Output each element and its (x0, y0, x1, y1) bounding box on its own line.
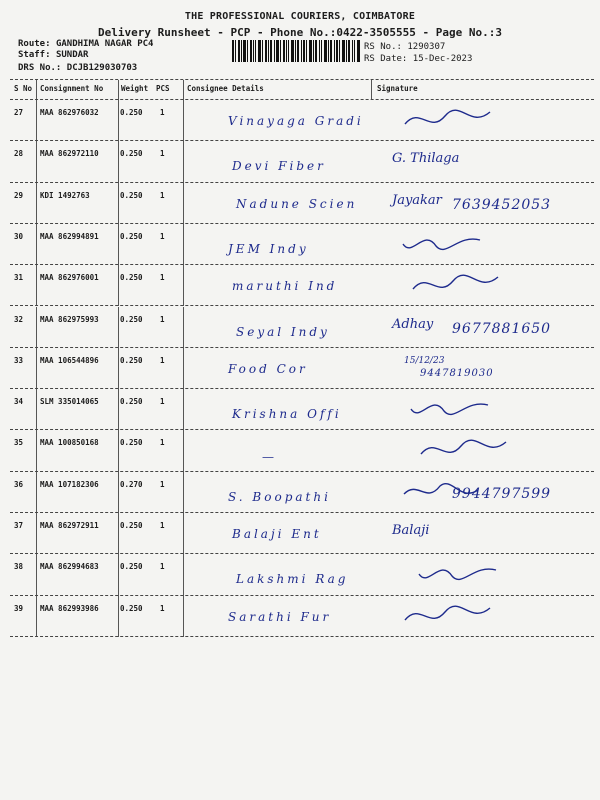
column-divider (118, 307, 119, 348)
column-divider (183, 141, 184, 182)
handwritten-consignee: maruthi Ind (232, 279, 338, 294)
handwritten-consignee: S. Boopathi (228, 489, 331, 504)
column-divider (36, 472, 37, 513)
cell-sno: 27 (14, 108, 24, 117)
column-divider (118, 554, 119, 595)
cell-weight: 0.250 (120, 521, 143, 530)
cell-consignment: MAA 106544896 (40, 355, 99, 365)
column-divider (118, 141, 119, 182)
cell-consignment: MAA 862972911 (40, 521, 99, 530)
column-divider (183, 472, 184, 513)
cell-sno: 35 (14, 438, 24, 448)
table-row (0, 100, 600, 141)
rs-no-value: 1290307 (407, 42, 446, 52)
column-divider (183, 554, 184, 595)
handwritten-consignee: Nadune Scien (236, 196, 358, 211)
route-label: Route: (18, 39, 51, 49)
column-divider (183, 430, 184, 471)
handwritten-consignee: Lakshmi Rag (236, 572, 349, 587)
cell-weight: 0.250 (120, 231, 143, 241)
cell-weight: 0.250 (120, 438, 143, 448)
cell-consignment: MAA 862994891 (40, 231, 99, 241)
column-divider (118, 224, 119, 265)
handwritten-consignee: JEM Indy (228, 241, 309, 256)
header-signature: Signature (377, 84, 418, 93)
table-top-rule (10, 79, 594, 80)
cell-sno: 38 (14, 562, 24, 572)
cell-pcs: 1 (160, 355, 165, 365)
route-value: GANDHIMA NAGAR PC4 (55, 39, 154, 49)
column-divider (183, 307, 184, 348)
header-weight: Weight (121, 84, 149, 93)
handwritten-signature: G. Thilaga (392, 151, 460, 167)
signature-scribble (416, 434, 511, 468)
cell-pcs: 1 (160, 314, 165, 324)
handwritten-consignee: Seyal Indy (236, 324, 330, 339)
header-pcs: PCS (156, 84, 170, 93)
column-divider (36, 224, 37, 265)
handwritten-consignee: Sarathi Fur (228, 609, 332, 624)
column-divider (183, 389, 184, 430)
column-divider (371, 80, 372, 100)
staff-label: Staff: (18, 50, 51, 60)
cell-consignment: MAA 862993986 (40, 603, 99, 613)
cell-consignment: SLM 335014065 (40, 397, 99, 407)
handwritten-consignee: Krishna Offi (232, 407, 342, 422)
route-line (18, 39, 153, 49)
signature-scribble (416, 558, 511, 592)
rs-date-value: 15-Dec-2023 (412, 54, 473, 64)
cell-weight: 0.270 (120, 479, 143, 489)
signature-scribble (408, 269, 503, 303)
cell-pcs: 1 (160, 397, 165, 407)
barcode-image (232, 40, 360, 62)
column-divider (36, 183, 37, 224)
column-divider (183, 80, 184, 100)
column-divider (183, 513, 184, 554)
table-row (0, 389, 600, 430)
column-divider (36, 100, 37, 141)
signature-scribble (400, 600, 495, 634)
column-divider (36, 513, 37, 554)
rs-no-line (364, 42, 445, 52)
runsheet-title: Delivery Runsheet - PCP - Phone No.:0422-3505555 - Page No.:3 (98, 26, 502, 39)
handwritten-phone: 9447819030 (420, 367, 494, 379)
rs-date-line (364, 54, 472, 64)
column-divider (183, 224, 184, 265)
cell-weight: 0.250 (120, 603, 143, 613)
column-divider (36, 554, 37, 595)
column-divider (183, 183, 184, 224)
table-row (0, 307, 600, 348)
column-divider (36, 430, 37, 471)
row-rule (10, 636, 594, 637)
column-divider (183, 265, 184, 306)
column-divider (36, 80, 37, 100)
handwritten-consignee: Devi Fiber (232, 159, 326, 174)
cell-sno: 37 (14, 521, 24, 530)
cell-weight: 0.250 (120, 149, 143, 159)
table-row (0, 554, 600, 595)
handwritten-signature: Balaji (392, 523, 430, 538)
table-row (0, 265, 600, 306)
column-divider (118, 472, 119, 513)
cell-consignment: MAA 107182306 (40, 479, 99, 489)
cell-weight: 0.250 (120, 397, 143, 407)
cell-weight: 0.250 (120, 314, 143, 324)
handwritten-consignee: Balaji Ent (232, 527, 322, 541)
column-divider (183, 348, 184, 389)
column-divider (36, 348, 37, 389)
cell-sno: 32 (14, 314, 24, 324)
header-consignment: Consignment No (40, 84, 104, 93)
signature-scribble (400, 104, 495, 138)
cell-consignment: MAA 862975993 (40, 314, 99, 324)
handwritten-dash: — (262, 450, 277, 465)
cell-weight: 0.250 (120, 355, 143, 365)
handwritten-phone: 9677881650 (452, 320, 552, 337)
column-divider (118, 430, 119, 471)
column-divider (183, 596, 184, 637)
column-divider (36, 389, 37, 430)
table-row (0, 183, 600, 224)
cell-pcs: 1 (160, 562, 165, 572)
staff-value: SUNDAR (55, 50, 89, 60)
table-row (0, 513, 600, 554)
signature-scribble (400, 228, 495, 262)
cell-sno: 34 (14, 397, 24, 407)
cell-sno: 30 (14, 231, 24, 241)
cell-pcs: 1 (160, 521, 165, 530)
column-divider (118, 596, 119, 637)
cell-pcs: 1 (160, 273, 165, 283)
cell-sno: 29 (14, 190, 24, 200)
cell-weight: 0.250 (120, 108, 143, 117)
cell-consignment: MAA 862976001 (40, 273, 99, 283)
drs-label: DRS No.: (18, 63, 62, 73)
handwritten-consignee: Food Cor (228, 361, 308, 376)
column-divider (118, 513, 119, 554)
rs-date-label: RS Date: (364, 54, 408, 64)
handwritten-phone: 7639452053 (452, 196, 552, 213)
cell-consignment: MAA 862972110 (40, 149, 99, 159)
column-divider (36, 307, 37, 348)
cell-pcs: 1 (160, 231, 165, 241)
rs-no-label: RS No.: (364, 42, 402, 52)
cell-pcs: 1 (160, 603, 165, 613)
handwritten-signature: Adhay (392, 316, 434, 332)
drs-value: DCJB129030703 (66, 63, 138, 73)
table-row (0, 472, 600, 513)
column-divider (118, 389, 119, 430)
cell-pcs: 1 (160, 108, 165, 117)
table-row (0, 224, 600, 265)
cell-sno: 33 (14, 355, 24, 365)
table-row (0, 348, 600, 389)
cell-weight: 0.250 (120, 273, 143, 283)
signature-scribble (408, 393, 503, 427)
cell-pcs: 1 (160, 149, 165, 159)
table-row (0, 596, 600, 637)
column-divider (118, 183, 119, 224)
column-divider (183, 100, 184, 141)
cell-sno: 28 (14, 149, 24, 159)
column-divider (118, 348, 119, 389)
cell-pcs: 1 (160, 438, 165, 448)
header-sno: S No (14, 84, 33, 93)
table-row (0, 141, 600, 182)
column-divider (118, 265, 119, 306)
cell-consignment: MAA 862994683 (40, 562, 99, 572)
cell-sno: 39 (14, 603, 24, 613)
handwritten-signature: Jayakar (392, 192, 442, 208)
header-consignee: Consignee Details (187, 84, 264, 93)
column-divider (36, 141, 37, 182)
table-row (0, 430, 600, 471)
drs-line (18, 63, 137, 73)
handwritten-consignee: Vinayaga Gradi (228, 114, 364, 128)
cell-consignment: KDI 1492763 (40, 190, 90, 200)
cell-weight: 0.250 (120, 190, 143, 200)
column-divider (36, 596, 37, 637)
column-divider (118, 80, 119, 100)
cell-pcs: 1 (160, 190, 165, 200)
cell-weight: 0.250 (120, 562, 143, 572)
handwritten-phone: 9944797599 (452, 485, 552, 502)
cell-consignment: MAA 862976032 (40, 108, 99, 117)
handwritten-signature: 15/12/23 (404, 355, 445, 366)
column-divider (118, 100, 119, 141)
staff-line (18, 50, 88, 60)
cell-pcs: 1 (160, 479, 165, 489)
column-divider (36, 265, 37, 306)
cell-sno: 31 (14, 273, 24, 283)
cell-sno: 36 (14, 479, 24, 489)
cell-consignment: MAA 100850168 (40, 438, 99, 448)
company-name: THE PROFESSIONAL COURIERS, COIMBATORE (184, 11, 416, 22)
